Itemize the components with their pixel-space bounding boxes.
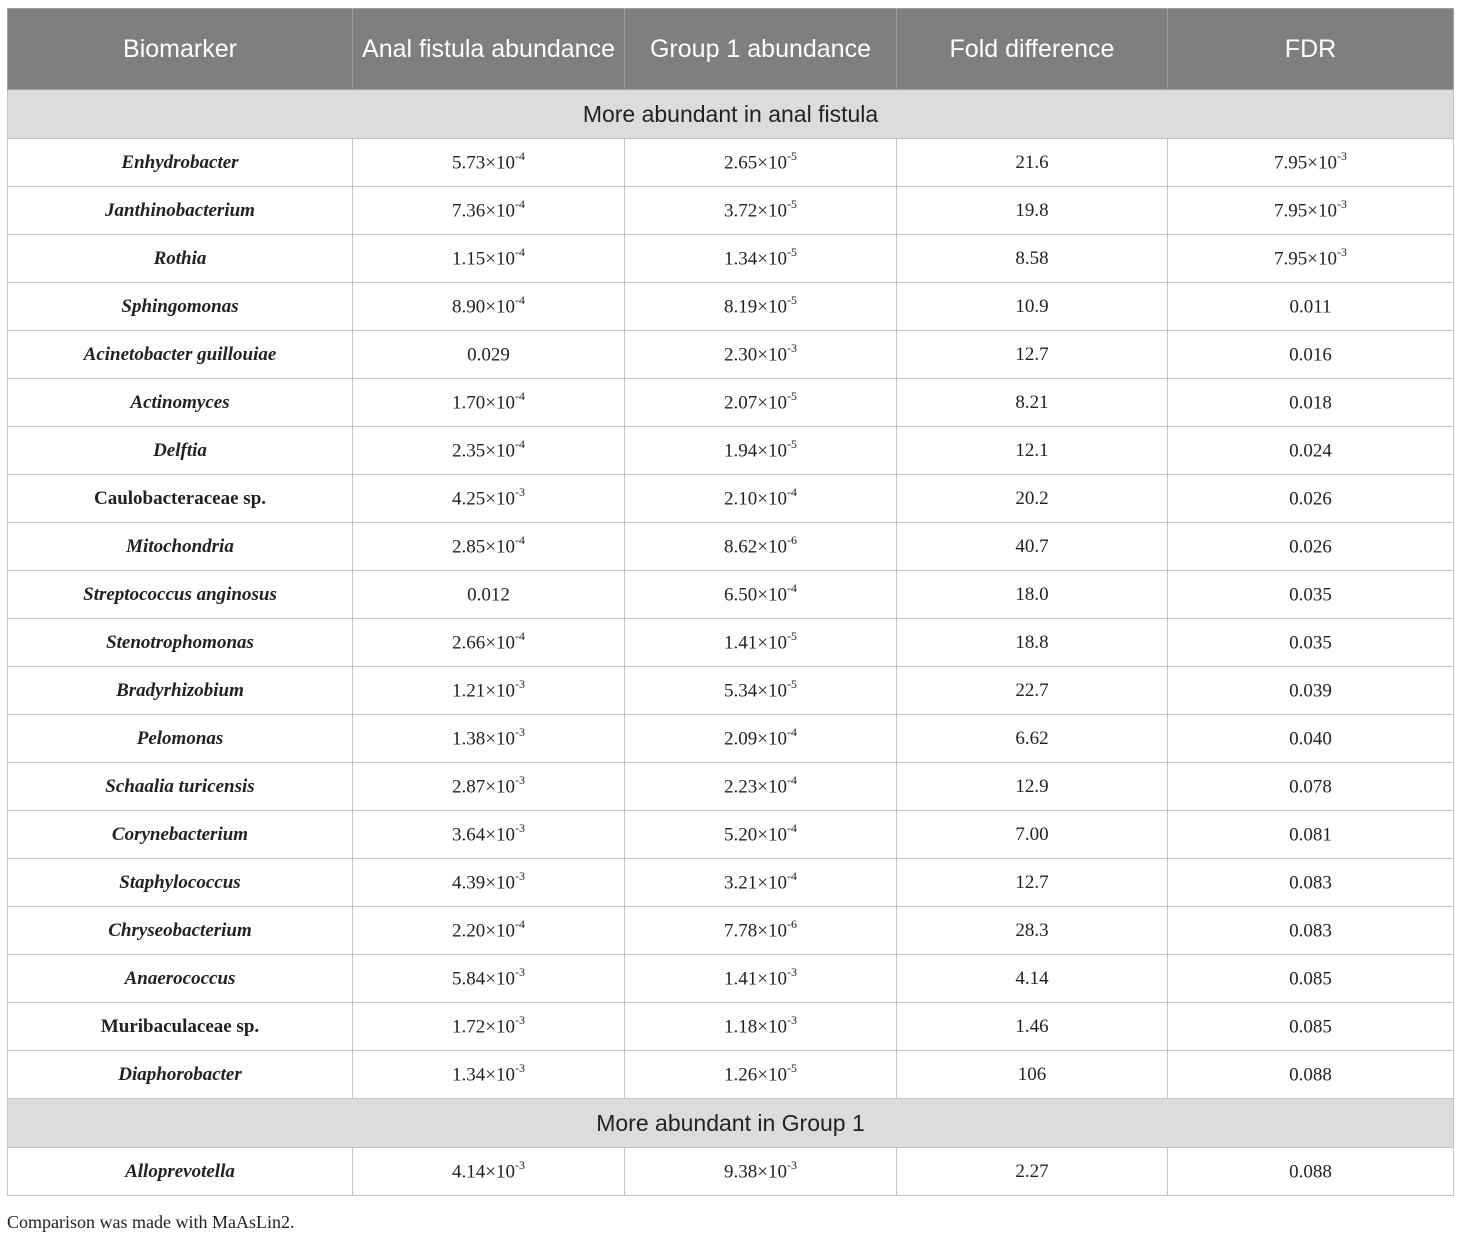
value-exponent: -5	[786, 629, 797, 644]
group1-abundance-cell	[625, 955, 897, 1003]
biomarker-cell: Actinomyces	[8, 379, 353, 427]
value-exponent: -3	[1336, 245, 1347, 260]
value-mantissa: 0.029	[467, 344, 510, 366]
group1-abundance-cell	[625, 235, 897, 283]
value-exponent: -3	[514, 1013, 525, 1028]
value-exponent: -3	[786, 965, 797, 980]
value-mantissa: 0.035	[1289, 632, 1332, 654]
section-title: More abundant in Group 1	[8, 1099, 1454, 1148]
value-exponent: -5	[786, 1061, 797, 1076]
fdr-cell	[1168, 667, 1454, 715]
fold-difference-cell: 8.58	[897, 235, 1168, 283]
table-header-row	[8, 9, 1454, 90]
value-exponent: -4	[514, 293, 525, 308]
table-row	[8, 379, 1454, 427]
value-mantissa: 0.026	[1289, 488, 1332, 510]
group1-abundance-cell	[625, 283, 897, 331]
value-mantissa: 1.41×10	[724, 968, 787, 990]
value-exponent: -3	[514, 965, 525, 980]
table-row	[8, 187, 1454, 235]
value-mantissa: 1.34×10	[452, 1064, 515, 1086]
value-exponent: -6	[786, 533, 797, 548]
value-mantissa: 0.039	[1289, 680, 1332, 702]
header-anal-fistula-abundance: Anal fistula abundance	[353, 9, 625, 90]
value-exponent: -3	[514, 677, 525, 692]
biomarker-cell: Caulobacteraceae sp.	[8, 475, 353, 523]
fdr-cell	[1168, 235, 1454, 283]
table-row	[8, 1051, 1454, 1099]
table-row	[8, 811, 1454, 859]
value-exponent: -4	[514, 533, 525, 548]
biomarker-cell: Alloprevotella	[8, 1148, 353, 1196]
table-body	[8, 90, 1454, 1196]
value-exponent: -3	[514, 773, 525, 788]
anal-fistula-abundance-cell	[353, 187, 625, 235]
value-mantissa: 1.34×10	[724, 248, 787, 270]
biomarker-cell: Chryseobacterium	[8, 907, 353, 955]
fdr-cell	[1168, 571, 1454, 619]
group1-abundance-cell	[625, 1148, 897, 1196]
group1-abundance-cell	[625, 139, 897, 187]
group1-abundance-cell	[625, 1003, 897, 1051]
header-biomarker: Biomarker	[8, 9, 353, 90]
table-row	[8, 331, 1454, 379]
value-exponent: -5	[786, 389, 797, 404]
biomarker-cell: Streptococcus anginosus	[8, 571, 353, 619]
group1-abundance-cell	[625, 1051, 897, 1099]
table-row	[8, 523, 1454, 571]
value-mantissa: 5.34×10	[724, 680, 787, 702]
value-mantissa: 7.78×10	[724, 920, 787, 942]
value-mantissa: 3.21×10	[724, 872, 787, 894]
fold-difference-cell: 6.62	[897, 715, 1168, 763]
value-exponent: -4	[786, 725, 797, 740]
table-row	[8, 667, 1454, 715]
value-mantissa: 1.26×10	[724, 1064, 787, 1086]
group1-abundance-cell	[625, 763, 897, 811]
biomarker-cell: Bradyrhizobium	[8, 667, 353, 715]
fold-difference-cell: 20.2	[897, 475, 1168, 523]
table-row	[8, 619, 1454, 667]
biomarker-cell: Janthinobacterium	[8, 187, 353, 235]
value-mantissa: 0.024	[1289, 440, 1332, 462]
fdr-cell	[1168, 427, 1454, 475]
anal-fistula-abundance-cell	[353, 907, 625, 955]
value-mantissa: 0.078	[1289, 776, 1332, 798]
anal-fistula-abundance-cell	[353, 427, 625, 475]
value-exponent: -3	[1336, 197, 1347, 212]
group1-abundance-cell	[625, 715, 897, 763]
group1-abundance-cell	[625, 379, 897, 427]
anal-fistula-abundance-cell	[353, 715, 625, 763]
value-exponent: -3	[786, 1013, 797, 1028]
biomarker-cell: Acinetobacter guillouiae	[8, 331, 353, 379]
group1-abundance-cell	[625, 667, 897, 715]
fold-difference-cell: 12.9	[897, 763, 1168, 811]
biomarker-cell: Muribaculaceae sp.	[8, 1003, 353, 1051]
anal-fistula-abundance-cell	[353, 859, 625, 907]
value-exponent: -4	[514, 629, 525, 644]
value-mantissa: 0.088	[1289, 1064, 1332, 1086]
value-exponent: -4	[786, 485, 797, 500]
value-mantissa: 0.083	[1289, 872, 1332, 894]
value-mantissa: 1.94×10	[724, 440, 787, 462]
value-mantissa: 5.73×10	[452, 152, 515, 174]
value-mantissa: 8.90×10	[452, 296, 515, 318]
fdr-cell	[1168, 1148, 1454, 1196]
biomarker-cell: Corynebacterium	[8, 811, 353, 859]
anal-fistula-abundance-cell	[353, 1148, 625, 1196]
group1-abundance-cell	[625, 571, 897, 619]
value-mantissa: 0.018	[1289, 392, 1332, 414]
fdr-cell	[1168, 379, 1454, 427]
biomarker-cell: Diaphorobacter	[8, 1051, 353, 1099]
fdr-cell	[1168, 187, 1454, 235]
value-mantissa: 3.64×10	[452, 824, 515, 846]
anal-fistula-abundance-cell	[353, 763, 625, 811]
value-mantissa: 2.65×10	[724, 152, 787, 174]
group1-abundance-cell	[625, 427, 897, 475]
anal-fistula-abundance-cell	[353, 955, 625, 1003]
fold-difference-cell: 22.7	[897, 667, 1168, 715]
value-mantissa: 0.088	[1289, 1161, 1332, 1183]
biomarker-cell: Rothia	[8, 235, 353, 283]
value-exponent: -3	[514, 1061, 525, 1076]
value-exponent: -4	[514, 149, 525, 164]
group1-abundance-cell	[625, 907, 897, 955]
group1-abundance-cell	[625, 811, 897, 859]
value-mantissa: 5.84×10	[452, 968, 515, 990]
value-mantissa: 0.016	[1289, 344, 1332, 366]
fdr-cell	[1168, 955, 1454, 1003]
table-row	[8, 235, 1454, 283]
anal-fistula-abundance-cell	[353, 379, 625, 427]
value-mantissa: 9.38×10	[724, 1161, 787, 1183]
table-row	[8, 283, 1454, 331]
fold-difference-cell: 106	[897, 1051, 1168, 1099]
anal-fistula-abundance-cell	[353, 139, 625, 187]
fdr-cell	[1168, 907, 1454, 955]
group1-abundance-cell	[625, 619, 897, 667]
anal-fistula-abundance-cell	[353, 283, 625, 331]
group1-abundance-cell	[625, 523, 897, 571]
table-row	[8, 571, 1454, 619]
value-exponent: -5	[786, 245, 797, 260]
value-exponent: -4	[514, 245, 525, 260]
group1-abundance-cell	[625, 475, 897, 523]
section-row	[8, 90, 1454, 139]
biomarker-cell: Stenotrophomonas	[8, 619, 353, 667]
biomarker-table	[7, 8, 1454, 1196]
value-mantissa: 6.50×10	[724, 584, 787, 606]
fold-difference-cell: 18.0	[897, 571, 1168, 619]
anal-fistula-abundance-cell	[353, 475, 625, 523]
fold-difference-cell: 18.8	[897, 619, 1168, 667]
fdr-cell	[1168, 331, 1454, 379]
fdr-cell	[1168, 619, 1454, 667]
value-exponent: -5	[786, 197, 797, 212]
table-row	[8, 475, 1454, 523]
biomarker-cell: Sphingomonas	[8, 283, 353, 331]
biomarker-cell: Pelomonas	[8, 715, 353, 763]
value-mantissa: 1.21×10	[452, 680, 515, 702]
fdr-cell	[1168, 811, 1454, 859]
value-mantissa: 2.23×10	[724, 776, 787, 798]
value-mantissa: 8.62×10	[724, 536, 787, 558]
fdr-cell	[1168, 715, 1454, 763]
fdr-cell	[1168, 283, 1454, 331]
fold-difference-cell: 40.7	[897, 523, 1168, 571]
value-mantissa: 1.38×10	[452, 728, 515, 750]
anal-fistula-abundance-cell	[353, 331, 625, 379]
table-row	[8, 1148, 1454, 1196]
value-mantissa: 0.012	[467, 584, 510, 606]
value-exponent: -3	[1336, 149, 1347, 164]
fold-difference-cell: 4.14	[897, 955, 1168, 1003]
table-row	[8, 907, 1454, 955]
table-row	[8, 715, 1454, 763]
anal-fistula-abundance-cell	[353, 1003, 625, 1051]
biomarker-cell: Anaerococcus	[8, 955, 353, 1003]
value-exponent: -3	[786, 341, 797, 356]
table-footnote: Comparison was made with MaAsLin2.	[7, 1212, 295, 1232]
section-row	[8, 1099, 1454, 1148]
value-exponent: -5	[786, 149, 797, 164]
value-exponent: -4	[514, 437, 525, 452]
value-mantissa: 2.30×10	[724, 344, 787, 366]
value-exponent: -3	[514, 869, 525, 884]
value-exponent: -4	[514, 917, 525, 932]
value-mantissa: 4.39×10	[452, 872, 515, 894]
value-exponent: -4	[786, 773, 797, 788]
fold-difference-cell: 7.00	[897, 811, 1168, 859]
fdr-cell	[1168, 1051, 1454, 1099]
value-exponent: -4	[786, 869, 797, 884]
value-mantissa: 0.026	[1289, 536, 1332, 558]
value-mantissa: 4.25×10	[452, 488, 515, 510]
value-exponent: -5	[786, 293, 797, 308]
biomarker-cell: Delftia	[8, 427, 353, 475]
table-row	[8, 763, 1454, 811]
value-mantissa: 0.085	[1289, 968, 1332, 990]
value-exponent: -3	[514, 725, 525, 740]
biomarker-cell: Enhydrobacter	[8, 139, 353, 187]
value-mantissa: 7.95×10	[1274, 152, 1337, 174]
value-exponent: -4	[786, 581, 797, 596]
fold-difference-cell: 12.7	[897, 331, 1168, 379]
value-mantissa: 5.20×10	[724, 824, 787, 846]
anal-fistula-abundance-cell	[353, 235, 625, 283]
header-fold-difference: Fold difference	[897, 9, 1168, 90]
table-row	[8, 139, 1454, 187]
value-mantissa: 1.41×10	[724, 632, 787, 654]
fdr-cell	[1168, 139, 1454, 187]
table-row	[8, 955, 1454, 1003]
value-exponent: -3	[514, 821, 525, 836]
group1-abundance-cell	[625, 859, 897, 907]
value-mantissa: 2.85×10	[452, 536, 515, 558]
value-mantissa: 3.72×10	[724, 200, 787, 222]
fold-difference-cell: 19.8	[897, 187, 1168, 235]
fold-difference-cell: 28.3	[897, 907, 1168, 955]
value-mantissa: 2.20×10	[452, 920, 515, 942]
value-mantissa: 2.07×10	[724, 392, 787, 414]
value-exponent: -5	[786, 677, 797, 692]
value-mantissa: 0.085	[1289, 1016, 1332, 1038]
value-mantissa: 2.66×10	[452, 632, 515, 654]
value-exponent: -3	[514, 1158, 525, 1173]
anal-fistula-abundance-cell	[353, 619, 625, 667]
fold-difference-cell: 1.46	[897, 1003, 1168, 1051]
header-fdr: FDR	[1168, 9, 1454, 90]
table-row	[8, 859, 1454, 907]
value-mantissa: 0.081	[1289, 824, 1332, 846]
value-mantissa: 1.72×10	[452, 1016, 515, 1038]
value-mantissa: 1.70×10	[452, 392, 515, 414]
value-exponent: -5	[786, 437, 797, 452]
value-mantissa: 7.95×10	[1274, 200, 1337, 222]
fold-difference-cell: 8.21	[897, 379, 1168, 427]
value-mantissa: 4.14×10	[452, 1161, 515, 1183]
fdr-cell	[1168, 475, 1454, 523]
fdr-cell	[1168, 1003, 1454, 1051]
fdr-cell	[1168, 763, 1454, 811]
value-exponent: -4	[514, 197, 525, 212]
value-mantissa: 2.09×10	[724, 728, 787, 750]
value-mantissa: 2.87×10	[452, 776, 515, 798]
value-exponent: -3	[514, 485, 525, 500]
value-mantissa: 8.19×10	[724, 296, 787, 318]
biomarker-cell: Mitochondria	[8, 523, 353, 571]
anal-fistula-abundance-cell	[353, 571, 625, 619]
fold-difference-cell: 21.6	[897, 139, 1168, 187]
value-exponent: -4	[786, 821, 797, 836]
anal-fistula-abundance-cell	[353, 667, 625, 715]
value-exponent: -4	[514, 389, 525, 404]
section-title: More abundant in anal fistula	[8, 90, 1454, 139]
value-mantissa: 1.15×10	[452, 248, 515, 270]
value-mantissa: 0.035	[1289, 584, 1332, 606]
biomarker-cell: Staphylococcus	[8, 859, 353, 907]
value-mantissa: 2.35×10	[452, 440, 515, 462]
value-mantissa: 7.95×10	[1274, 248, 1337, 270]
value-mantissa: 7.36×10	[452, 200, 515, 222]
anal-fistula-abundance-cell	[353, 1051, 625, 1099]
table-row	[8, 1003, 1454, 1051]
value-exponent: -6	[786, 917, 797, 932]
fdr-cell	[1168, 859, 1454, 907]
fold-difference-cell: 10.9	[897, 283, 1168, 331]
value-mantissa: 0.083	[1289, 920, 1332, 942]
value-mantissa: 0.040	[1289, 728, 1332, 750]
group1-abundance-cell	[625, 331, 897, 379]
value-mantissa: 2.10×10	[724, 488, 787, 510]
fold-difference-cell: 12.7	[897, 859, 1168, 907]
table-row	[8, 427, 1454, 475]
anal-fistula-abundance-cell	[353, 811, 625, 859]
fdr-cell	[1168, 523, 1454, 571]
group1-abundance-cell	[625, 187, 897, 235]
biomarker-cell: Schaalia turicensis	[8, 763, 353, 811]
header-group1-abundance: Group 1 abundance	[625, 9, 897, 90]
value-exponent: -3	[786, 1158, 797, 1173]
fold-difference-cell: 12.1	[897, 427, 1168, 475]
value-mantissa: 0.011	[1289, 296, 1332, 318]
fold-difference-cell: 2.27	[897, 1148, 1168, 1196]
anal-fistula-abundance-cell	[353, 523, 625, 571]
value-mantissa: 1.18×10	[724, 1016, 787, 1038]
